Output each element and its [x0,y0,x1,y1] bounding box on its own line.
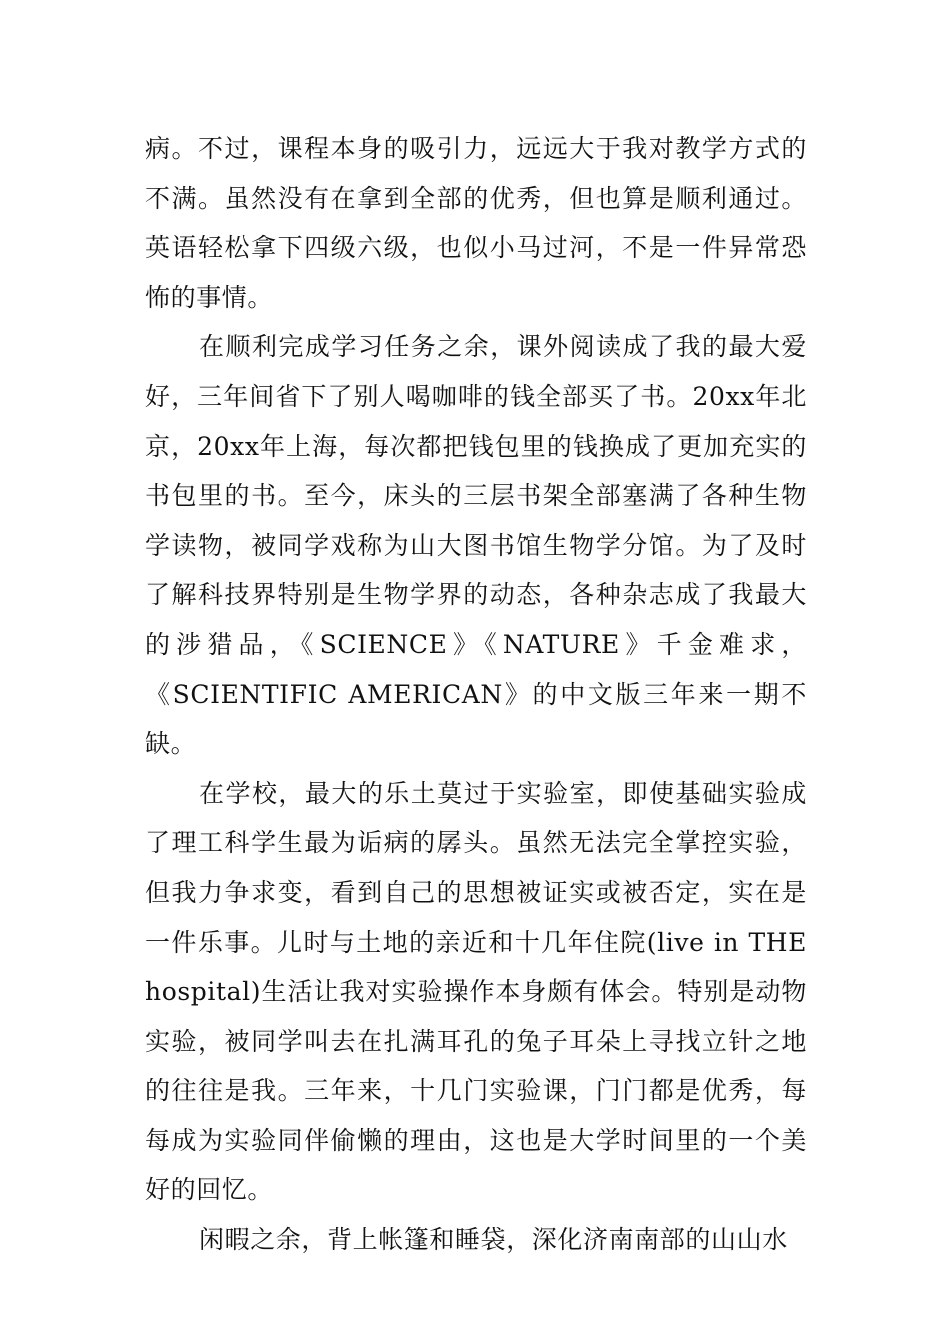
paragraph-leisure: 闲暇之余，背上帐篷和睡袋，深化济南南部的山山水 [199,1225,788,1255]
paragraph-continuation: 病。不过，课程本身的吸引力，远远大于我对教学方式的不满。虽然没有在拿到全部的优秀，但也算是顺利通过。英语轻松拿下四级六级，也似小马过河，不是一件异常恐怖的事情。 [145,134,807,312]
paragraph-reading: 在顺利完成学习任务之余，课外阅读成了我的最大爱好，三年间省下了别人喝咖啡的钱全部买了书。20xx年北京，20xx年上海，每次都把钱包里的钱换成了更加充实的书包里的书。至今，床头的三层书架全部塞满了各种生物学读物，被同学戏称为山大图书馆生物学分馆。为了及时了解科技界特别是生物学界的动态，各种杂志成了我最大的涉猎品，《SCIENCE》《NATURE》千金难求，《SCIENTIFIC AMERICAN》的中文版三年来一期不缺。 [145,332,807,759]
paragraph-laboratory: 在学校，最大的乐土莫过于实验室，即使基础实验成了理工科学生最为诟病的孱头。虽然无法完全掌控实验，但我力争求变，看到自己的思想被证实或被否定，实在是一件乐事。儿时与土地的亲近和十几年住院(live in THE hospital)生活让我对实验操作本身颇有体会。特别是动物实验，被同学叫去在扎满耳孔的兔子耳朵上寻找立针之地的往往是我。三年来，十几门实验课，门门都是优秀，每每成为实验同伴偷懒的理由，这也是大学时间里的一个美好的回忆。 [145,778,807,1205]
document-body [145,124,807,1265]
